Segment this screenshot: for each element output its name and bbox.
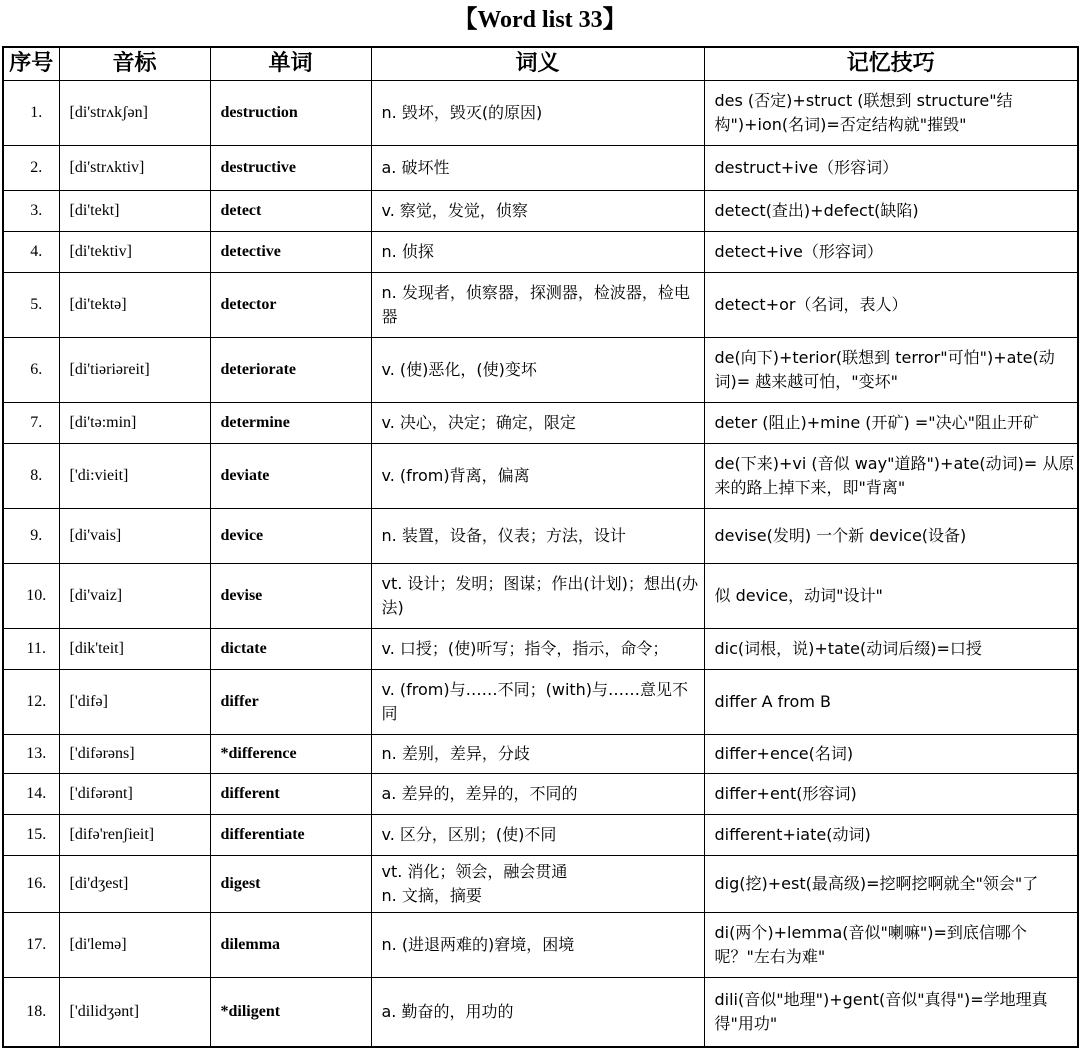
table-row [3,856,1078,913]
row-word: detective [210,232,371,273]
row-meaning: v. 决心，决定；确定，限定 [371,403,704,444]
row-phonetic: ['difə] [59,670,210,735]
table-row [3,338,1078,403]
row-index: 8. [3,444,59,509]
row-tip: detect+or（名词，表人） [704,273,1078,338]
row-meaning: n. 侦探 [371,232,704,273]
row-tip: 似 device，动词"设计" [704,564,1078,629]
row-phonetic: ['dilidʒənt] [59,978,210,1048]
row-phonetic: [di'tektə] [59,273,210,338]
row-tip: des (否定)+struct (联想到 structure"结构")+ion(名词)=否定结构就"摧毁" [704,81,1078,146]
row-index: 7. [3,403,59,444]
row-index: 1. [3,81,59,146]
row-word: deteriorate [210,338,371,403]
row-index: 10. [3,564,59,629]
table-header-row [3,47,1078,81]
row-index: 11. [3,629,59,670]
table-row [3,670,1078,735]
row-meaning: v. 察觉，发觉，侦察 [371,191,704,232]
row-tip: differ+ent(形容词) [704,774,1078,815]
row-index: 6. [3,338,59,403]
header-word: 单词 [210,47,371,81]
word-table [2,46,1079,1048]
row-meaning: n. 装置，设备，仪表；方法，设计 [371,509,704,564]
row-phonetic: [di'vaiz] [59,564,210,629]
header-tip: 记忆技巧 [704,47,1078,81]
row-phonetic: [di'tektiv] [59,232,210,273]
row-phonetic: ['difərənt] [59,774,210,815]
row-index: 12. [3,670,59,735]
table-row [3,564,1078,629]
row-tip: di(两个)+lemma(音似"喇嘛")=到底信哪个呢？"左右为难" [704,913,1078,978]
row-index: 4. [3,232,59,273]
table-row [3,913,1078,978]
table-row [3,232,1078,273]
header-index: 序号 [3,47,59,81]
row-word: device [210,509,371,564]
row-phonetic: [di'lemə] [59,913,210,978]
row-tip: detect(查出)+defect(缺陷) [704,191,1078,232]
table-row [3,403,1078,444]
page-title: 【Word list 33】 [453,7,627,33]
row-index: 2. [3,146,59,191]
row-tip: devise(发明) 一个新 device(设备) [704,509,1078,564]
table-row [3,273,1078,338]
row-word: destruction [210,81,371,146]
row-tip: dic(词根，说)+tate(动词后缀)=口授 [704,629,1078,670]
row-index: 16. [3,856,59,913]
row-phonetic: [dik'teit] [59,629,210,670]
table-row [3,774,1078,815]
row-phonetic: [di'strʌktiv] [59,146,210,191]
row-tip: destruct+ive（形容词） [704,146,1078,191]
row-index: 17. [3,913,59,978]
row-word: dilemma [210,913,371,978]
header-meaning: 词义 [371,47,704,81]
row-word: detector [210,273,371,338]
row-index: 18. [3,978,59,1048]
table-row [3,191,1078,232]
row-tip: differ A from B [704,670,1078,735]
table-row [3,735,1078,774]
row-index: 3. [3,191,59,232]
row-word: detect [210,191,371,232]
row-meaning: vt. 设计；发明；图谋；作出(计划)；想出(办法) [371,564,704,629]
row-index: 14. [3,774,59,815]
row-word: differentiate [210,815,371,856]
row-index: 15. [3,815,59,856]
row-index: 5. [3,273,59,338]
row-word: different [210,774,371,815]
row-tip: de(下来)+vi (音似 way"道路")+ate(动词)= 从原来的路上掉下来，即"背离" [704,444,1078,509]
row-meaning: v. 口授；(使)听写；指令，指示，命令； [371,629,704,670]
row-phonetic: ['difərəns] [59,735,210,774]
row-meaning: a. 差异的，差异的，不同的 [371,774,704,815]
table-row [3,81,1078,146]
row-index: 9. [3,509,59,564]
row-tip: deter (阻止)+mine (开矿) ="决心"阻止开矿 [704,403,1078,444]
row-word: destructive [210,146,371,191]
row-phonetic: [di'dʒest] [59,856,210,913]
row-tip: different+iate(动词) [704,815,1078,856]
row-meaning: n. (进退两难的)窘境，困境 [371,913,704,978]
row-phonetic: [di'tekt] [59,191,210,232]
row-word: differ [210,670,371,735]
row-phonetic: [difə'renʃieit] [59,815,210,856]
row-word: devise [210,564,371,629]
row-phonetic: [di'tə:min] [59,403,210,444]
table-row [3,146,1078,191]
row-word: *difference [210,735,371,774]
table-row [3,444,1078,509]
row-meaning: vt. 消化；领会，融会贯通 n. 文摘，摘要 [371,856,704,913]
row-meaning: n. 发现者，侦察器，探测器，检波器，检电器 [371,273,704,338]
row-meaning: v. (from)背离，偏离 [371,444,704,509]
row-tip: differ+ence(名词) [704,735,1078,774]
row-tip: dig(挖)+est(最高级)=挖啊挖啊就全"领会"了 [704,856,1078,913]
row-tip: de(向下)+terior(联想到 terror"可怕")+ate(动词)= 越来越可怕，"变坏" [704,338,1078,403]
row-word: determine [210,403,371,444]
row-phonetic: [di'strʌkʃən] [59,81,210,146]
row-word: deviate [210,444,371,509]
row-index: 13. [3,735,59,774]
table-row [3,978,1078,1048]
row-phonetic: [di'vais] [59,509,210,564]
row-tip: detect+ive（形容词） [704,232,1078,273]
table-row [3,815,1078,856]
row-meaning: n. 毁坏，毁灭(的原因) [371,81,704,146]
row-tip: dili(音似"地理")+gent(音似"真得")=学地理真得"用功" [704,978,1078,1048]
row-meaning: v. (from)与……不同；(with)与……意见不同 [371,670,704,735]
row-word: digest [210,856,371,913]
row-phonetic: ['di:vieit] [59,444,210,509]
row-meaning: a. 破坏性 [371,146,704,191]
row-phonetic: [di'tiəriəreit] [59,338,210,403]
table-row [3,629,1078,670]
row-meaning: n. 差别，差异，分歧 [371,735,704,774]
row-meaning: v. 区分，区别；(使)不同 [371,815,704,856]
row-word: *diligent [210,978,371,1048]
row-word: dictate [210,629,371,670]
row-meaning: a. 勤奋的，用功的 [371,978,704,1048]
table-row [3,509,1078,564]
row-meaning: v. (使)恶化，(使)变坏 [371,338,704,403]
header-phonetic: 音标 [59,47,210,81]
